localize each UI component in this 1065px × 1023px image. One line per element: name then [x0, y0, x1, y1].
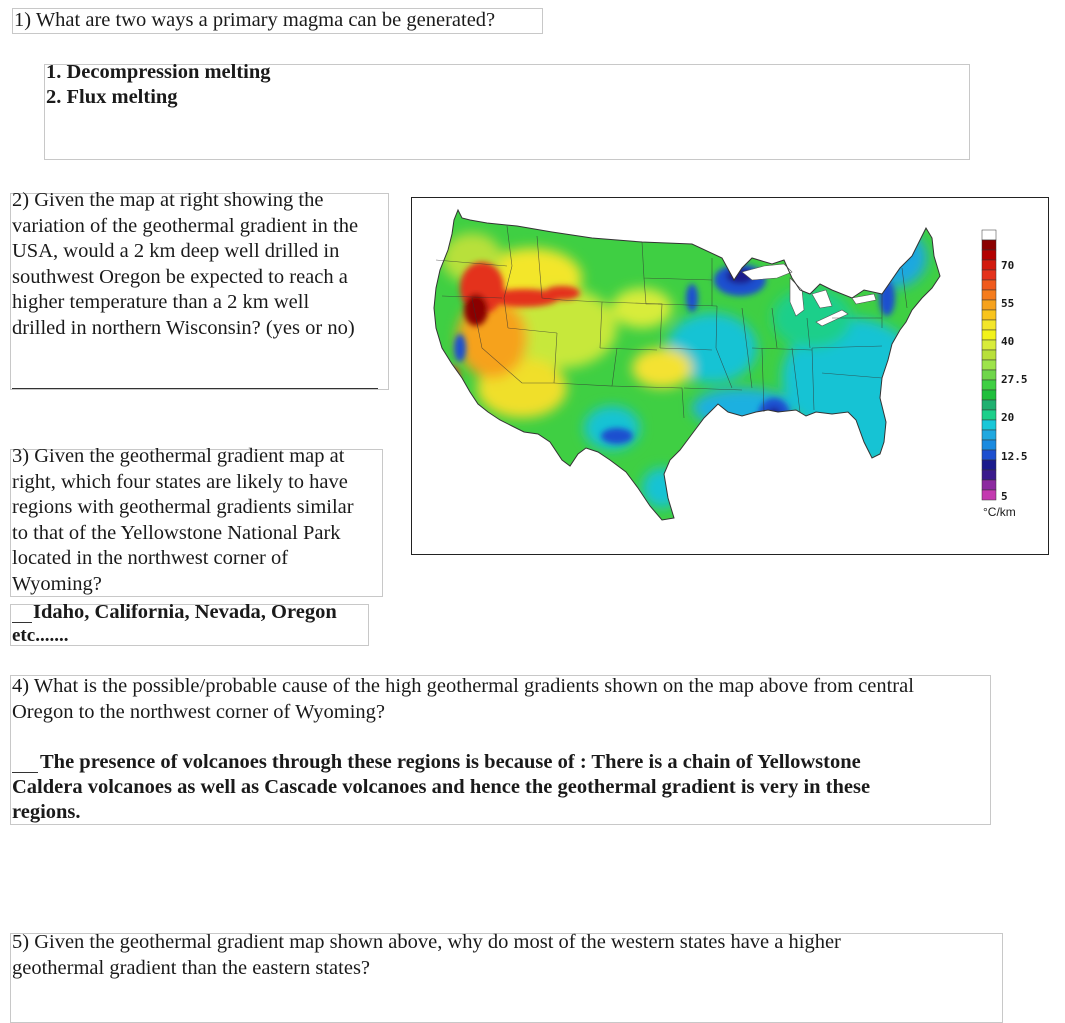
geothermal-gradient-map: [412, 198, 1048, 554]
q3-line-2: right, which four states are likely to have: [12, 470, 348, 493]
q1-answer-line-2: 2. Flux melting: [46, 86, 178, 108]
q1-question: 1) What are two ways a primary magma can be generated?: [14, 9, 496, 31]
q4-answer-line-3: regions.: [12, 801, 81, 823]
q3-line-1: 3) Given the geothermal gradient map at: [12, 445, 345, 467]
q3-line-4: to that of the Yellowstone National Park: [12, 521, 341, 544]
legend-label-20: 20: [1001, 411, 1015, 424]
q3-line-5: located in the northwest corner of: [12, 547, 289, 569]
q4-line-2: Oregon to the northwest corner of Wyoming?: [12, 700, 385, 723]
legend-label-12-5: 12.5: [1001, 450, 1028, 463]
q4-question: [12, 674, 914, 725]
q4-answer-line-1: The presence of volcanoes through these regions is because of : There is a chain of Yellowstone: [40, 751, 861, 773]
legend-label-55: 55: [1001, 297, 1015, 310]
q2-line-3: USA, would a 2 km deep well drilled in: [12, 240, 340, 262]
q2-line-5: higher temperature than a 2 km well: [12, 291, 310, 313]
q1-answer-line-1: 1. Decompression melting: [46, 61, 271, 83]
q3-answer-line-1: Idaho, California, Nevada, Oregon: [33, 601, 337, 623]
legend-label-40: 40: [1001, 335, 1015, 348]
legend-label-5: 5: [1001, 490, 1008, 503]
q2-line-1: 2) Given the map at right showing the: [12, 189, 324, 211]
q2-line-4: southwest Oregon be expected to reach a: [12, 265, 348, 288]
q3-answer-line-2: etc.......: [12, 625, 69, 646]
q2-line-6: drilled in northern Wisconsin? (yes or no): [12, 316, 355, 339]
q5-line-1: 5) Given the geothermal gradient map shown above, why do most of the western states have a higher: [12, 931, 841, 953]
legend-color-scale: [982, 230, 996, 500]
q2-question: [12, 188, 358, 341]
legend-label-70: 70: [1001, 259, 1015, 272]
q3-question: [12, 444, 354, 597]
q3-line-6: Wyoming?: [12, 572, 102, 595]
q2-answer-line[interactable]: [12, 388, 378, 389]
q4-line-1: 4) What is the possible/probable cause of the high geothermal gradients shown on the map above from central: [12, 675, 914, 697]
q5-line-2: geothermal gradient than the eastern states?: [12, 956, 371, 979]
legend-unit: °C/km: [983, 505, 1016, 519]
q4-answer: [12, 750, 870, 825]
legend-label-27-5: 27.5: [1001, 373, 1028, 386]
q5-question: [12, 930, 841, 981]
q3-line-3: regions with geothermal gradients similar: [12, 496, 354, 518]
q2-line-2: variation of the geothermal gradient in the: [12, 214, 359, 237]
q4-answer-line-2: Caldera volcanoes as well as Cascade volcanoes and hence the geothermal gradient is very in these: [12, 776, 871, 798]
